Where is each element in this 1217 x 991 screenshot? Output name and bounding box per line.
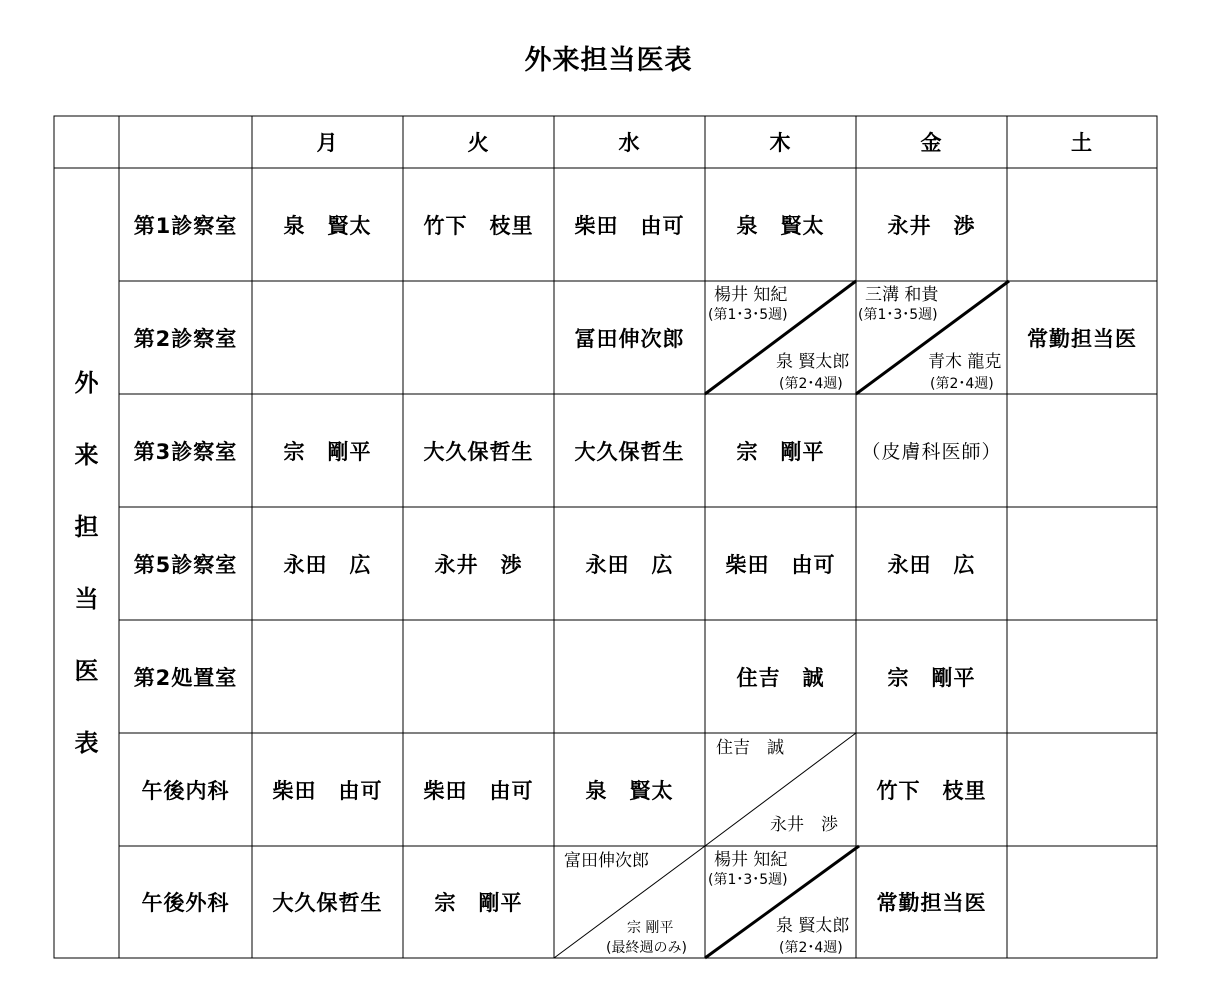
doctor-cell: 常勤担当医 <box>1027 326 1137 351</box>
doctor-cell: 柴田 由可 <box>272 778 383 803</box>
room-label: 第2診察室 <box>133 326 238 351</box>
split-top-name: 三溝 和貴 <box>865 285 939 305</box>
split-bottom-note: (最終週のみ) <box>606 940 687 956</box>
doctor-cell: 永井 渉 <box>887 213 976 238</box>
doctor-cell: 常勤担当医 <box>876 891 987 915</box>
doctor-cell: 柴田 由可 <box>725 552 836 577</box>
split-bottom-name: 青木 龍克 <box>928 352 1002 372</box>
room-label: 第5診察室 <box>133 552 238 577</box>
doctor-cell: （皮膚科医師） <box>861 441 1002 463</box>
day-header: 月 <box>316 131 339 155</box>
split-bottom-note: (第2･4週) <box>779 940 843 956</box>
side-title <box>54 168 119 958</box>
doctor-cell: 竹下 枝里 <box>876 778 987 803</box>
room-label: 午後外科 <box>141 891 230 915</box>
side-title-char: 医 <box>74 657 99 685</box>
day-header: 金 <box>920 131 943 155</box>
doctor-cell: 竹下 枝里 <box>423 213 534 238</box>
doctor-cell: 柴田 由可 <box>423 778 534 803</box>
doctor-cell: 宗 剛平 <box>434 891 523 915</box>
day-header: 木 <box>769 131 792 155</box>
side-title-char: 表 <box>74 729 99 757</box>
page-title: 外来担当医表 <box>524 45 693 76</box>
day-header: 火 <box>467 131 490 155</box>
doctor-cell: 宗 剛平 <box>283 439 372 464</box>
split-top-note: (第1･3･5週) <box>708 872 788 888</box>
doctor-cell: 泉 賢太 <box>283 213 372 238</box>
side-title-char: 来 <box>74 441 99 469</box>
side-title-char: 当 <box>74 585 99 613</box>
split-top-name: 楊井 知紀 <box>714 285 788 305</box>
day-header: 土 <box>1071 131 1093 155</box>
split-bottom-note: (第2･4週) <box>930 376 994 392</box>
room-label: 午後内科 <box>141 778 230 803</box>
split-bottom-name: 永井 渉 <box>770 815 838 835</box>
split-top-note: (第1･3･5週) <box>708 307 788 323</box>
split-top-note: (第1･3･5週) <box>858 307 938 323</box>
doctor-cell: 大久保哲生 <box>423 439 534 464</box>
split-bottom-name: 宗 剛平 <box>627 920 674 936</box>
doctor-cell: 住吉 誠 <box>736 665 825 690</box>
doctor-cell: 泉 賢太 <box>736 213 825 238</box>
doctor-cell: 宗 剛平 <box>736 439 825 464</box>
doctor-cell: 永田 広 <box>585 552 674 577</box>
doctor-cell: 永井 渉 <box>434 552 523 577</box>
doctor-cell: 冨田伸次郎 <box>574 326 685 351</box>
doctor-cell: 大久保哲生 <box>574 439 685 464</box>
room-label: 第1診察室 <box>133 213 238 238</box>
day-header: 水 <box>618 131 641 155</box>
room-label: 第3診察室 <box>133 439 238 464</box>
doctor-cell: 泉 賢太 <box>585 778 674 803</box>
doctor-cell: 永田 広 <box>283 552 372 577</box>
room-label: 第2処置室 <box>133 665 238 690</box>
split-top-name: 富田伸次郎 <box>564 851 649 871</box>
split-top-name: 楊井 知紀 <box>714 850 788 870</box>
doctor-cell: 永田 広 <box>887 552 976 577</box>
split-top-name: 住吉 誠 <box>716 738 784 758</box>
doctor-cell: 柴田 由可 <box>574 213 685 238</box>
doctor-cell: 宗 剛平 <box>887 665 976 690</box>
split-bottom-name: 泉 賢太郎 <box>776 916 850 936</box>
split-bottom-note: (第2･4週) <box>779 376 843 392</box>
side-title-char: 外 <box>74 369 99 397</box>
split-bottom-name: 泉 賢太郎 <box>776 352 850 372</box>
doctor-cell: 大久保哲生 <box>272 891 383 915</box>
side-title-char: 担 <box>74 513 99 541</box>
